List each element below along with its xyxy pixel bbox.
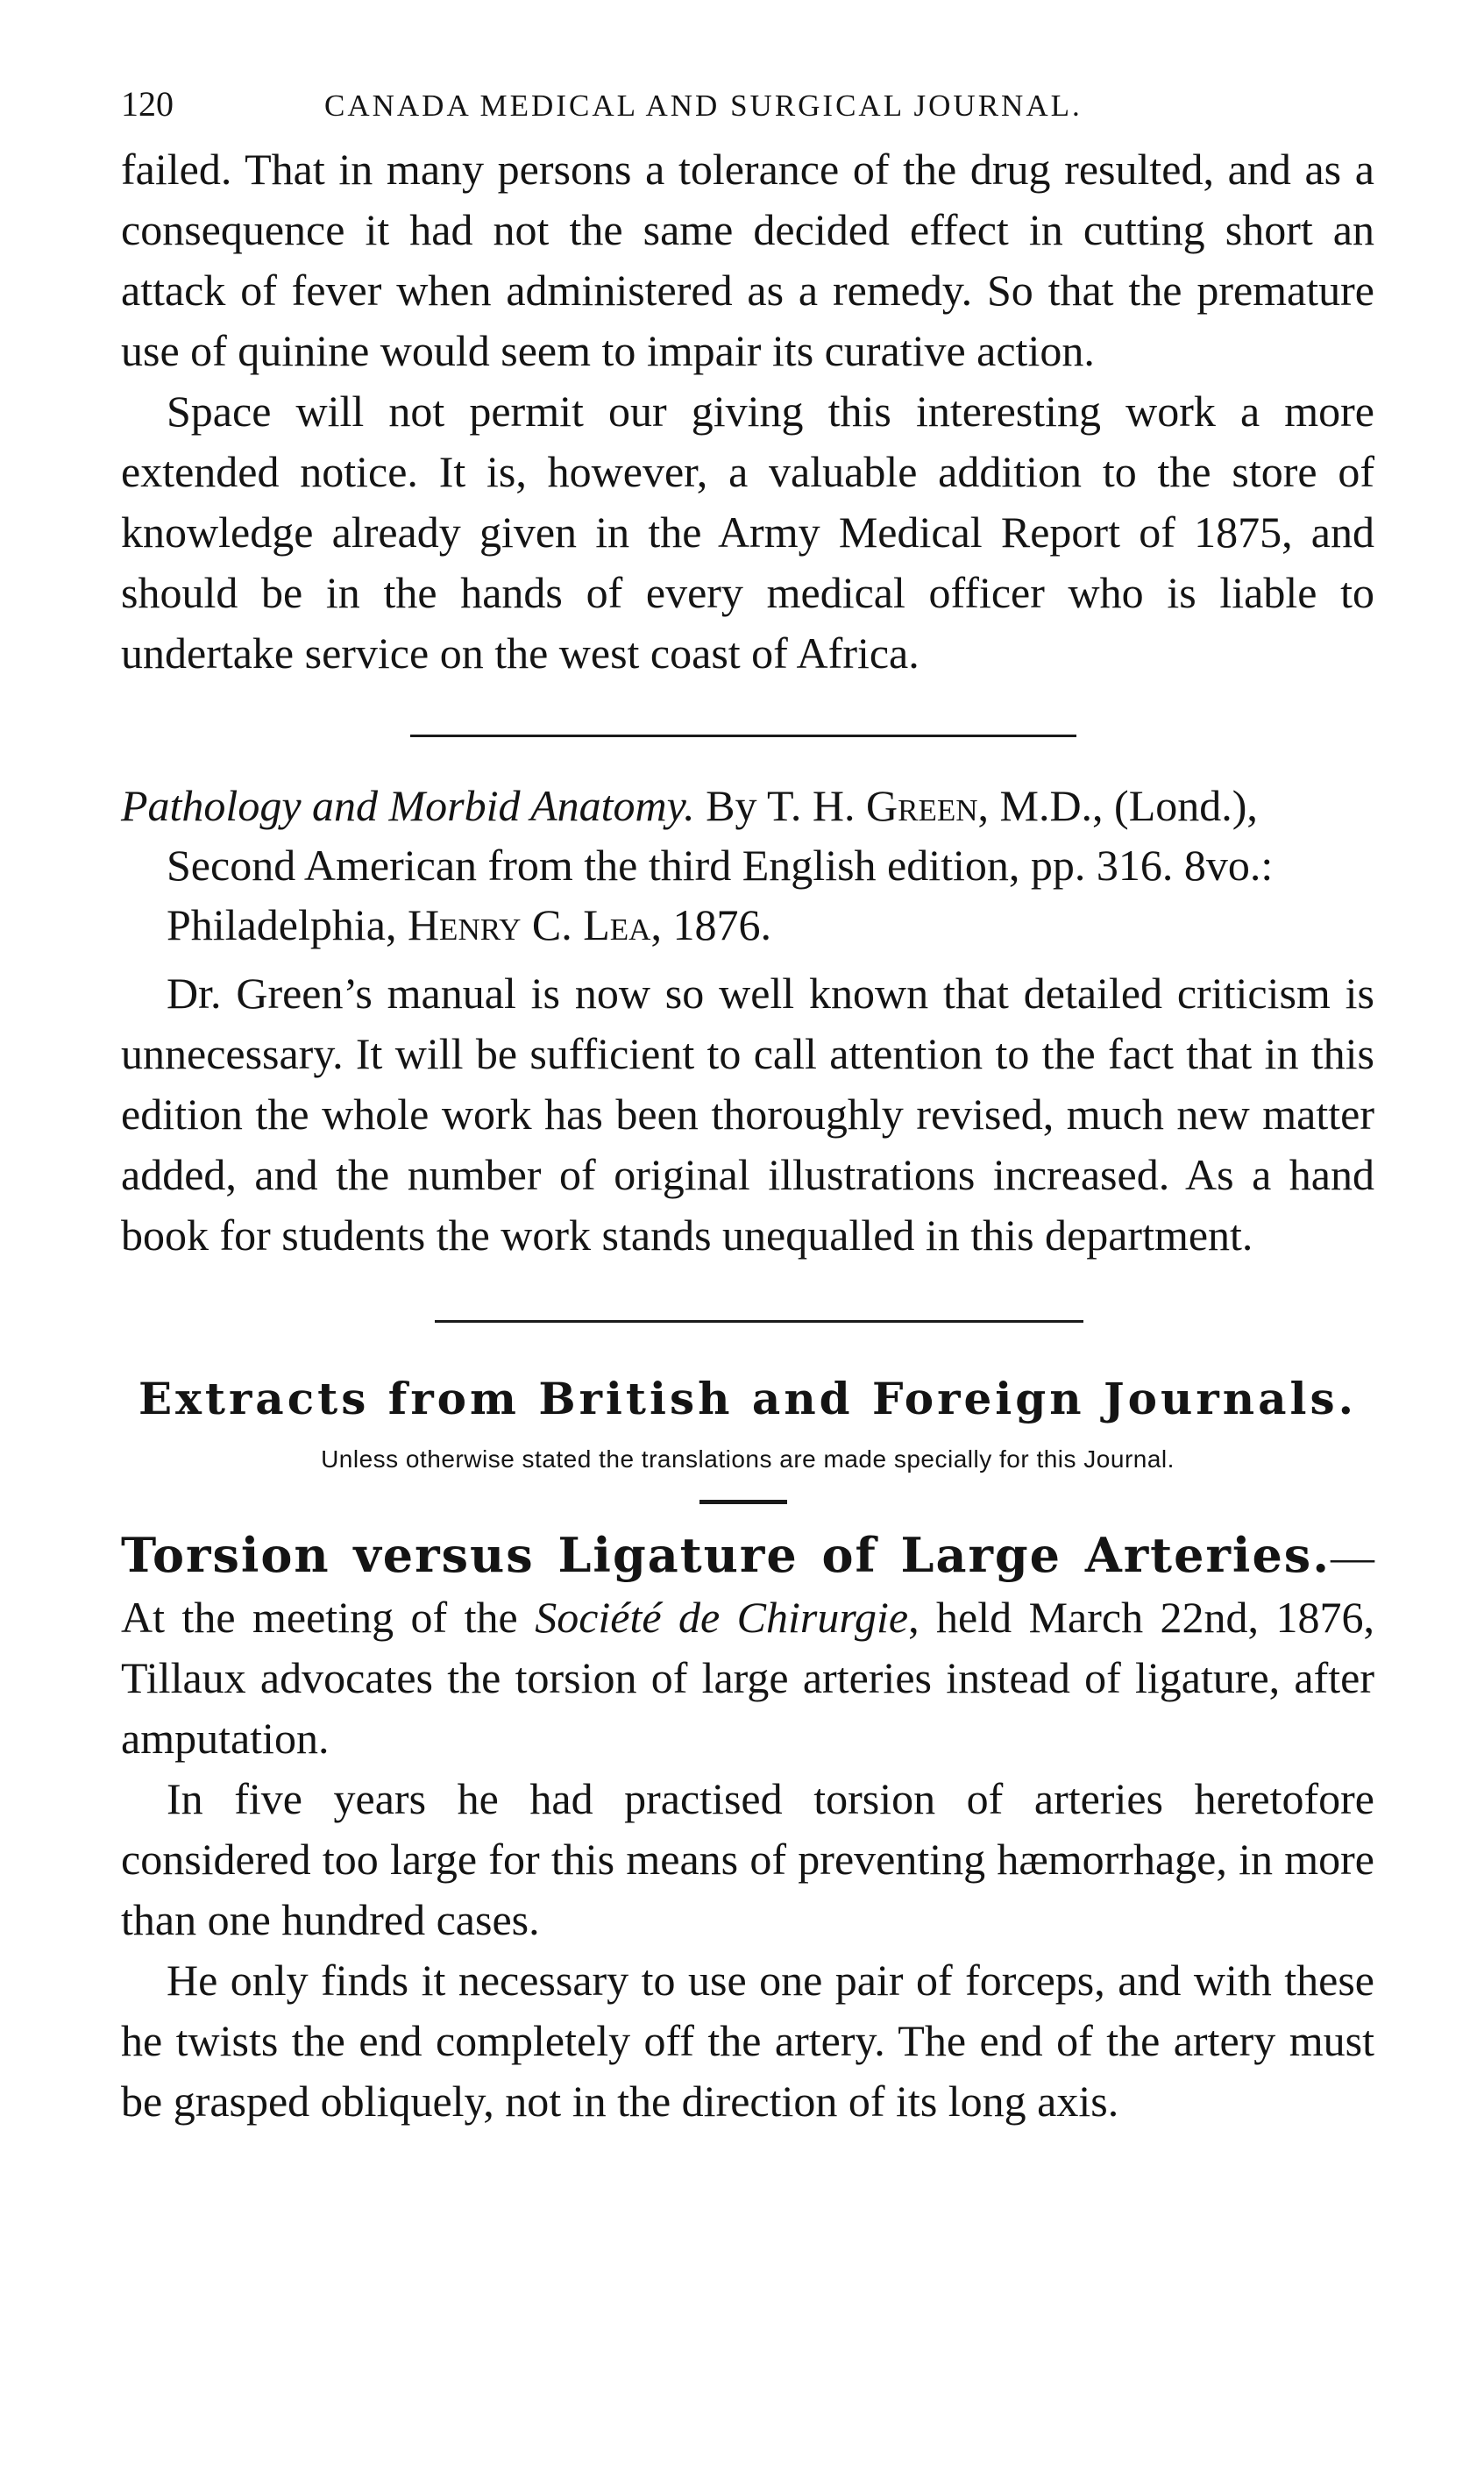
article-lead-before: —At the meeting of the [121, 1532, 1374, 1642]
article-lead-after: , held March 22nd, 1876, Tillaux advocates the torsion of large arteries instead of ligature, after amputation. [121, 1593, 1375, 1763]
journal-page [121, 83, 1374, 2132]
review-2-citation [121, 776, 1374, 955]
review-2-publisher: Henry C. Lea [407, 900, 651, 949]
review-1-paragraph-2: Space will not permit our giving this interesting work a more extended notice. It is, however, a valuable addition to the store of knowledge already given in the Army Medical Report of 1875, and should be in the hands of every medical officer who is liable to undertake service on the west coast of Africa. [121, 387, 1374, 678]
section-heading: Extracts from British and Foreign Journals. [138, 1373, 1358, 1424]
review-2-author: Green [865, 781, 978, 830]
divider-rule [435, 1320, 1083, 1323]
review-1-paragraph-1: failed. That in many persons a tolerance of the drug resulted, and as a consequence it had not the same decided effect in cutting short an attack of fever when administered as a remedy. So that the premature use of quinine would seem to impair its curative action. [121, 145, 1374, 375]
review-2-title: Pathology and Morbid Anatomy. [121, 781, 695, 830]
short-divider-rule [699, 1500, 787, 1504]
review-2-body: Dr. Green’s manual is now so well known that detailed criticism is unnecessary. It will be sufficient to call attention to the fact that in this edition the whole work has been thoroughly revised, much new matter added, and the number of original illustrations increased. As a hand book for students the work stands unequalled in this department. [121, 969, 1374, 1260]
article-lead-paragraph [121, 1525, 1374, 1769]
article-paragraph-3: He only finds it necessary to use one pair of forceps, and with these he twists the end completely off the artery. The end of the artery must be grasped obliquely, not in the direction of its long axis. [121, 1956, 1374, 2126]
article-society-name: Société de Chirurgie [535, 1593, 909, 1642]
review-2-credentials: , M.D., (Lond.), Second American from the third English edition, pp. 316. 8vo.: Philadelphia, [167, 781, 1274, 949]
section-note: Unless otherwise stated the translations are made specially for this Journal. [321, 1445, 1175, 1473]
page-number: 120 [121, 84, 174, 124]
review-2-by: By T. H. [706, 781, 856, 830]
journal-title: CANADA MEDICAL AND SURGICAL JOURNAL. [324, 89, 1083, 123]
running-head [121, 83, 1374, 139]
divider-rule [410, 735, 1076, 737]
review-2-year: , 1876. [650, 900, 771, 949]
article-title: Torsion versus Ligature of Large Arteries. [121, 1527, 1331, 1583]
article-paragraph-2: In five years he had practised torsion of arteries heretofore considered too large for this means of preventing hæmorrhage, in more than one hundred cases. [121, 1774, 1374, 1944]
